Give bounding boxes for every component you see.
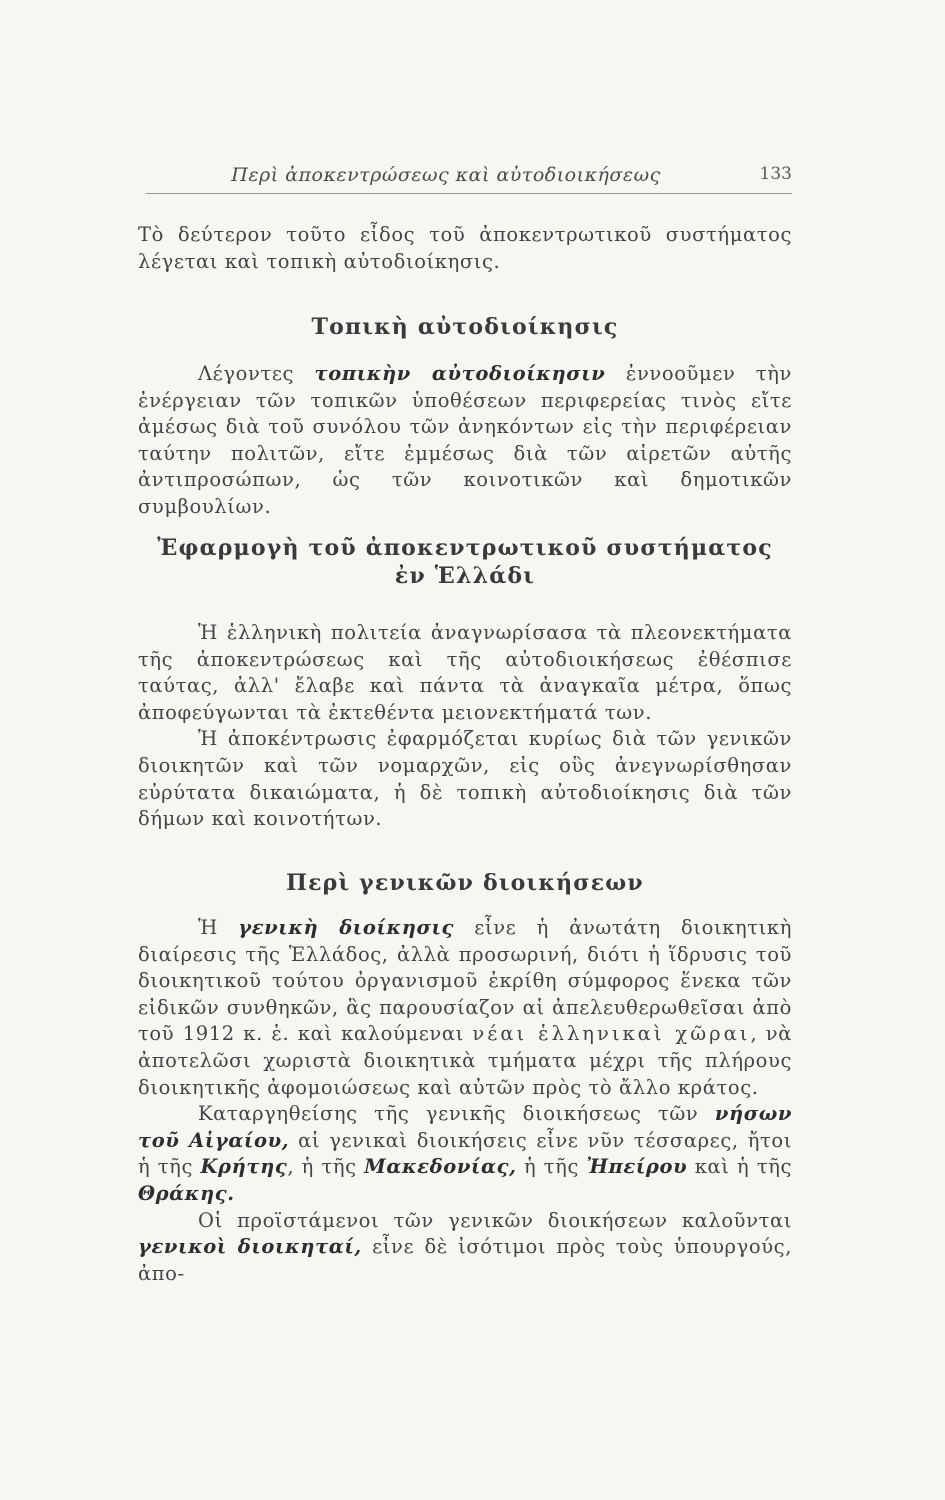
text-run: καὶ ἡ τῆς — [687, 1155, 793, 1179]
greece-paragraph-1: Ἡ ἑλληνικὴ πολιτεία ἀναγνωρίσασα τὰ πλεονεκτήματα τῆς ἀποκεντρώσεως καὶ τῆς αὐτοδιοικήσεως ἐθέσπισε ταύτας, ἀλλ' ἔλαβε καὶ πάντα τὰ ἀναγκαῖα μέτρα, ὅπως ἀποφεύγωνται τὰ ἐκτεθέντα μειονεκτήματά των. — [138, 621, 792, 724]
text-run: Καταργηθείσης τῆς γενικῆς διοικήσεως τῶν — [198, 1102, 715, 1126]
text-run: εἶνε δὲ ἰσότιμοι πρὸς τοὺς ὑπουργούς, ἀπο- — [138, 1235, 792, 1285]
section-heading-local: Τοπικὴ αὐτοδιοίκησις — [311, 314, 619, 340]
text-run: Ἡ — [198, 916, 239, 939]
text-run: Λέγοντες — [198, 362, 315, 385]
intro-block — [138, 222, 792, 275]
section-greece — [138, 534, 792, 590]
page-number: 133 — [759, 164, 792, 184]
section-local-body — [138, 361, 792, 521]
section-local — [138, 313, 792, 341]
section-general-body — [138, 915, 792, 1287]
spaced-new-greek-lands: νέαι ἑλληνικαὶ χῶραι — [472, 1022, 751, 1046]
emphasis-general-administrators: γενικοὶ διοικηταί, — [138, 1235, 362, 1259]
emphasis-general-administration: γενικὴ διοίκησις — [238, 916, 454, 939]
text-run: ἡ τῆς — [516, 1155, 587, 1179]
text-run: ἐννοοῦμεν τὴν ἐνέργειαν τῶν τοπικῶν ὑποθέσεων περιφερείας τινὸς εἴτε ἀμέσως διὰ τοῦ συνόλου τῶν ἀνηκόντων εἰς τὴν περιφέρειαν ταύτην πολιτῶν, εἴτε ἐμμέσως διὰ τῶν αἱρετῶν αὐτῆς ἀντιπροσώπων, ὡς τῶν κοινοτικῶν καὶ δημοτικῶν συμβουλίων. — [138, 362, 793, 518]
general-paragraph-1 — [138, 915, 792, 1101]
emphasis-local-self-government: τοπικὴν αὐτοδιοίκησιν — [314, 362, 606, 385]
emphasis-thrace: Θράκης. — [138, 1181, 235, 1205]
general-paragraph-3 — [138, 1208, 792, 1288]
running-title: Περὶ ἀποκεντρώσεως καὶ αὐτοδιοικήσεως — [231, 164, 661, 186]
running-head — [140, 158, 792, 194]
emphasis-crete: Κρήτης — [200, 1155, 288, 1179]
text-run: εἶνε ἡ ἀνωτάτη διοικητικὴ διαίρεσις τῆς Ἑλλάδος, ἀλλὰ προσωρινή, διότι ἡ ἵδρυσις τοῦ διοικητικοῦ τούτου ὀργανισμοῦ ἐκρίθη σύμφορος ἕνεκα τῶν εἰδικῶν συνθηκῶν, ἃς παρουσίαζον αἱ ἀπελευθερωθεῖσαι ἀπὸ τοῦ 1912 κ. ἑ. καὶ καλούμεναι — [138, 916, 792, 1046]
emphasis-aegean-islands: νήσων τοῦ Αἰγαίου, — [138, 1102, 792, 1152]
text-run: Οἱ προϊστάμενοι τῶν γενικῶν διοικήσεων καλοῦνται — [198, 1208, 792, 1232]
emphasis-epirus: Ἠπείρου — [586, 1155, 688, 1179]
local-paragraph — [138, 361, 792, 521]
header-rule — [146, 193, 792, 194]
section-heading-general: Περὶ γενικῶν διοικήσεων — [286, 870, 644, 896]
heading-line: Ἐφαρμογὴ τοῦ ἀποκεντρωτικοῦ συστήματος — [157, 535, 773, 561]
heading-line: ἐν Ἑλλάδι — [394, 563, 536, 589]
text-run: αἱ γενικαὶ διοικήσεις εἶνε νῦν τέσσαρες, ἤτοι ἡ τῆς — [138, 1128, 792, 1179]
general-paragraph-2 — [138, 1101, 792, 1207]
text-run: , νὰ ἀποτελῶσι χωριστὰ διοικητικὰ τμήματα μέχρι τῆς πλήρους διοικητικῆς ἀφομοιώσεως καὶ αὐτῶν πρὸς τὸ ἄλλο κράτος. — [138, 1022, 792, 1099]
greece-paragraph-2: Ἡ ἀποκέντρωσις ἐφαρμόζεται κυρίως διὰ τῶν γενικῶν διοικητῶν καὶ τῶν νομαρχῶν, εἰς οὓς ἀνεγνωρίσθησαν εὐρύτατα δικαιώματα, ἡ δὲ τοπικὴ αὐτοδιοίκησις διὰ τῶν δήμων καὶ κοινοτήτων. — [138, 727, 792, 831]
section-greece-body — [138, 620, 792, 833]
text-run: , ἡ τῆς — [287, 1155, 365, 1179]
intro-paragraph: Τὸ δεύτερον τοῦτο εἶδος τοῦ ἀποκεντρωτικοῦ συστήματος λέγεται καὶ τοπικὴ αὐτοδιοίκησις. — [138, 223, 792, 273]
section-general — [138, 869, 792, 897]
section-heading-greece — [138, 534, 792, 590]
emphasis-macedonia: Μακεδονίας, — [364, 1155, 517, 1179]
